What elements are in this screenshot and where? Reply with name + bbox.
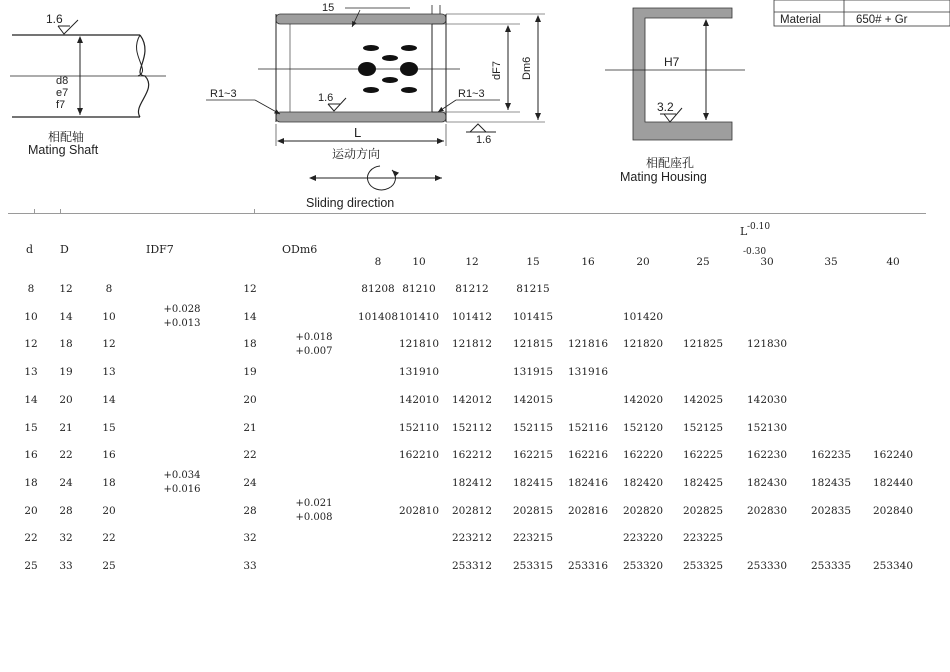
- part-code-cell: 162230: [746, 449, 788, 461]
- part-code-cell: 162215: [512, 449, 554, 461]
- part-code-cell: 202825: [682, 505, 724, 517]
- header-odm6: ODm6: [282, 243, 318, 256]
- row-D: 18: [59, 338, 73, 350]
- part-code-cell: 152116: [567, 422, 609, 434]
- shaft-tolerance-e7: e7: [56, 87, 69, 99]
- header-length-15: 15: [526, 256, 540, 268]
- part-code-cell: 223220: [622, 532, 664, 544]
- part-code-cell: 81210: [402, 283, 436, 295]
- part-code-cell: 182435: [810, 477, 852, 489]
- row-od: 28: [243, 505, 257, 517]
- part-code-cell: 131915: [512, 366, 554, 378]
- part-code-cell: 182430: [746, 477, 788, 489]
- shaft-label-en: Mating Shaft: [28, 143, 99, 157]
- header-L-tol-lower: -0.30: [743, 247, 767, 257]
- header-length-40: 40: [886, 256, 900, 268]
- header-length-16: 16: [581, 256, 595, 268]
- row-id: 20: [102, 505, 116, 517]
- part-code-cell: 121816: [567, 338, 609, 350]
- shaft-tolerance-f7: f7: [56, 99, 66, 111]
- row-id: 18: [102, 477, 116, 489]
- row-id: 16: [102, 449, 116, 461]
- part-code-cell: 101415: [512, 311, 554, 323]
- part-code-cell: 182416: [567, 477, 609, 489]
- part-code-cell: 142030: [746, 394, 788, 406]
- part-code-cell: 182425: [682, 477, 724, 489]
- part-code-cell: 121815: [512, 338, 554, 350]
- part-code-cell: 223212: [451, 532, 493, 544]
- part-code-cell: 202840: [872, 505, 914, 517]
- part-code-cell: 142020: [622, 394, 664, 406]
- part-code-cell: 152115: [512, 422, 554, 434]
- mating-housing-drawing: [605, 8, 745, 184]
- part-code-cell: 121825: [682, 338, 724, 350]
- part-code-cell: 101420: [622, 311, 664, 323]
- row-d: 25: [24, 560, 38, 572]
- part-code-cell: 202830: [746, 505, 788, 517]
- row-od: 33: [243, 560, 257, 572]
- row-od: 24: [243, 477, 257, 489]
- row-d: 10: [24, 311, 38, 323]
- part-code-cell: 131910: [398, 366, 440, 378]
- row-D: 33: [59, 560, 73, 572]
- idf7-tolerance-b: +0.034 +0.016: [163, 470, 201, 495]
- row-od: 20: [243, 394, 257, 406]
- part-code-cell: 202835: [810, 505, 852, 517]
- part-code-cell: 81212: [455, 283, 489, 295]
- header-length-8: 8: [374, 256, 382, 268]
- header-D: D: [60, 243, 69, 256]
- bushing-label-cn: 运动方向: [332, 147, 381, 161]
- bushing-inner-dim: dF7: [491, 61, 503, 80]
- bushing-outer-dim: Dm6: [521, 56, 533, 80]
- part-code-cell: 101408: [357, 311, 399, 323]
- row-d: 20: [24, 505, 38, 517]
- material-box: [774, 0, 950, 26]
- part-code-cell: 152112: [451, 422, 493, 434]
- row-d: 16: [24, 449, 38, 461]
- header-L-tol-upper: -0.10: [747, 222, 771, 232]
- row-id: 15: [102, 422, 116, 434]
- part-code-cell: 162220: [622, 449, 664, 461]
- part-code-cell: 81215: [516, 283, 550, 295]
- row-id: 14: [102, 394, 116, 406]
- bushing-chamfer-left: R1~3: [210, 88, 237, 100]
- material-value: 650# + Gr: [856, 14, 908, 26]
- row-d: 12: [24, 338, 38, 350]
- header-length-20: 20: [636, 256, 650, 268]
- header-L: L: [740, 225, 748, 238]
- row-id: 13: [102, 366, 116, 378]
- row-D: 24: [59, 477, 73, 489]
- shaft-label-cn: 相配轴: [48, 130, 85, 144]
- part-code-cell: 202810: [398, 505, 440, 517]
- part-code-cell: 152125: [682, 422, 724, 434]
- part-code-cell: 182440: [872, 477, 914, 489]
- part-code-cell: 142025: [682, 394, 724, 406]
- part-code-cell: 81208: [361, 283, 395, 295]
- housing-roughness: 3.2: [657, 100, 674, 114]
- housing-label-en: Mating Housing: [620, 170, 707, 184]
- part-code-cell: 202812: [451, 505, 493, 517]
- row-od: 22: [243, 449, 257, 461]
- part-code-cell: 253340: [872, 560, 914, 572]
- part-code-cell: 253320: [622, 560, 664, 572]
- bushing-length-dim: L: [354, 125, 362, 140]
- row-D: 28: [59, 505, 73, 517]
- bushing-roughness-inner: 1.6: [318, 92, 334, 104]
- row-od: 18: [243, 338, 257, 350]
- row-d: 18: [24, 477, 38, 489]
- row-D: 12: [59, 283, 73, 295]
- part-code-cell: 121820: [622, 338, 664, 350]
- shaft-roughness: 1.6: [46, 12, 63, 26]
- header-length-10: 10: [412, 256, 426, 268]
- part-code-cell: 253325: [682, 560, 724, 572]
- row-id: 10: [102, 311, 116, 323]
- part-code-cell: 131916: [567, 366, 609, 378]
- row-D: 14: [59, 311, 73, 323]
- row-D: 19: [59, 366, 73, 378]
- part-code-cell: 142015: [512, 394, 554, 406]
- row-d: 14: [24, 394, 38, 406]
- part-code-cell: 182412: [451, 477, 493, 489]
- housing-label-cn: 相配座孔: [646, 156, 695, 170]
- part-code-cell: 162212: [451, 449, 493, 461]
- part-code-cell: 162235: [810, 449, 852, 461]
- idf7-tolerance-a: +0.028 +0.013: [163, 304, 201, 329]
- header-length-35: 35: [824, 256, 838, 268]
- shaft-tolerance-d8: d8: [56, 75, 69, 87]
- part-code-cell: 152130: [746, 422, 788, 434]
- row-id: 8: [105, 283, 113, 295]
- row-d: 8: [27, 283, 35, 295]
- row-d: 15: [24, 422, 38, 434]
- row-od: 32: [243, 532, 257, 544]
- row-od: 14: [243, 311, 257, 323]
- odm6-tolerance-b: +0.021 +0.008: [295, 498, 333, 523]
- material-label: Material: [780, 14, 821, 26]
- part-code-cell: 253315: [512, 560, 554, 572]
- header-length-30: 30: [760, 256, 774, 268]
- part-code-cell: 202815: [512, 505, 554, 517]
- row-od: 21: [243, 422, 257, 434]
- header-length-25: 25: [696, 256, 710, 268]
- row-od: 12: [243, 283, 257, 295]
- technical-drawing: [0, 0, 950, 215]
- header-length-12: 12: [465, 256, 479, 268]
- part-code-cell: 253312: [451, 560, 493, 572]
- part-code-cell: 101412: [451, 311, 493, 323]
- header-d: d: [26, 243, 34, 256]
- odm6-tolerance-a: +0.018 +0.007: [295, 332, 333, 357]
- part-code-cell: 223225: [682, 532, 724, 544]
- part-code-cell: 142012: [451, 394, 493, 406]
- part-code-cell: 223215: [512, 532, 554, 544]
- part-code-cell: 162210: [398, 449, 440, 461]
- part-code-cell: 202820: [622, 505, 664, 517]
- housing-tolerance: H7: [664, 55, 680, 69]
- part-code-cell: 202816: [567, 505, 609, 517]
- header-idf7: IDF7: [146, 243, 174, 256]
- part-code-cell: 162216: [567, 449, 609, 461]
- bushing-roughness-outer: 1.6: [476, 134, 492, 146]
- part-code-cell: 121810: [398, 338, 440, 350]
- row-id: 12: [102, 338, 116, 350]
- part-code-cell: 121812: [451, 338, 493, 350]
- row-d: 13: [24, 366, 38, 378]
- row-d: 22: [24, 532, 38, 544]
- row-id: 25: [102, 560, 116, 572]
- part-code-cell: 182415: [512, 477, 554, 489]
- part-code-cell: 152120: [622, 422, 664, 434]
- row-id: 22: [102, 532, 116, 544]
- divider-rule: [8, 213, 926, 214]
- part-code-cell: 253316: [567, 560, 609, 572]
- bushing-top-dim: 15: [322, 2, 335, 14]
- row-od: 19: [243, 366, 257, 378]
- part-code-cell: 253335: [810, 560, 852, 572]
- row-D: 20: [59, 394, 73, 406]
- bushing-label-en: Sliding direction: [306, 196, 395, 210]
- part-code-cell: 162240: [872, 449, 914, 461]
- row-D: 21: [59, 422, 73, 434]
- row-D: 22: [59, 449, 73, 461]
- bushing-drawing: [206, 2, 545, 210]
- part-code-cell: 182420: [622, 477, 664, 489]
- row-D: 32: [59, 532, 73, 544]
- part-code-cell: 142010: [398, 394, 440, 406]
- part-code-cell: 162225: [682, 449, 724, 461]
- part-code-cell: 101410: [398, 311, 440, 323]
- part-code-cell: 253330: [746, 560, 788, 572]
- mating-shaft-drawing: [10, 12, 166, 157]
- part-code-cell: 152110: [398, 422, 440, 434]
- part-code-cell: 121830: [746, 338, 788, 350]
- bushing-chamfer-right: R1~3: [458, 88, 485, 100]
